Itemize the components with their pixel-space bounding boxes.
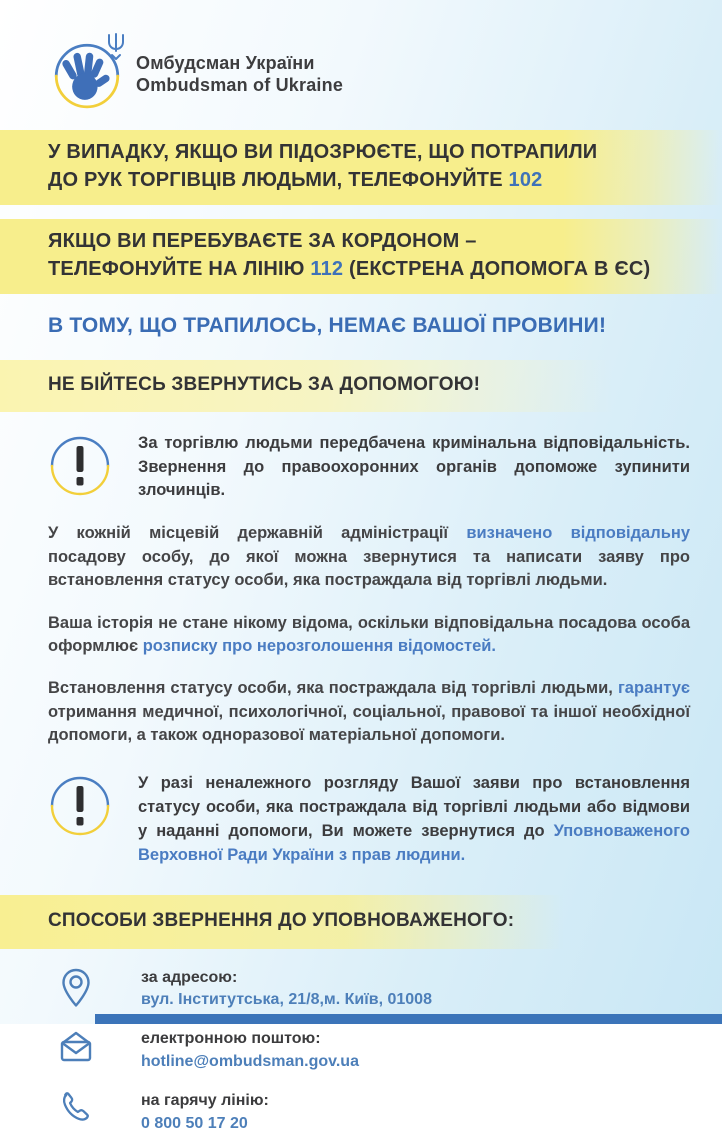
paragraph-status-guarantees (48, 677, 690, 747)
banner-suspect-line1: У ВИПАДКУ, ЯКЩО ВИ ПІДОЗРЮЄТЕ, ЩО ПОТРАПИЛИ (48, 141, 598, 163)
paragraph-highlight: розписку про нерозголошення відомостей. (142, 637, 496, 656)
banner-suspect-trafficking (0, 130, 722, 205)
footer-accent-bar (95, 1014, 722, 1024)
alert-criminal-text: За торгівлю людьми передбачена кримінальна відповідальність. Звернення до правоохоронних органів допоможе зупинити злочинців. (138, 433, 690, 500)
banner-ways-title (0, 895, 722, 948)
banner-dont-fear-text: НЕ БІЙТЕСЬ ЗВЕРНУТИСЬ ЗА ДОПОМОГОЮ! (48, 374, 481, 396)
brand-header (0, 0, 722, 110)
alert-criminal-liability (48, 432, 690, 504)
paragraph-confidentiality (48, 612, 690, 659)
phone-number-112: 112 (310, 257, 344, 280)
contact-address (55, 967, 722, 1012)
paragraph-text: отримання медичної, психологічної, соціальної, правової та іншої необхідної допомоги, а також одноразової матеріальної допомоги. (48, 702, 690, 745)
headline-no-fault: В ТОМУ, ЩО ТРАПИЛОСЬ, НЕМАЄ ВАШОЇ ПРОВИНИ! (48, 314, 607, 338)
phone-number-102: 102 (508, 168, 543, 191)
brand-name-en: Ombudsman of Ukraine (136, 75, 344, 95)
contact-hotline-value: 0 800 50 17 20 (141, 1114, 248, 1132)
ombudsman-logo (52, 40, 122, 110)
contacts-list (55, 967, 722, 1135)
banner-abroad (0, 219, 722, 294)
alert-appeal-ombudsman (48, 772, 690, 868)
banner-abroad-line2 (48, 256, 692, 284)
contact-hotline-label: на гарячу лінію: (141, 1092, 269, 1110)
paragraph-highlight: гарантує (617, 679, 690, 698)
contact-email-label: електронною поштою: (141, 1030, 321, 1048)
brand-name-uk: Омбудсман України (136, 53, 315, 74)
alert-appeal-text-dark: У разі неналежного розгляду Вашої заяви про встановлення статусу особи, яка постраждала від торгівлі людьми або відмови у наданні допомоги, Ви можете звернутися до (138, 773, 690, 840)
banner-abroad-line1: ЯКЩО ВИ ПЕРЕБУВАЄТЕ ЗА КОРДОНОМ – (48, 230, 477, 253)
contact-email (55, 1028, 722, 1073)
contact-email-texts (141, 1028, 359, 1073)
banner-dont-fear (0, 360, 722, 411)
paragraph-text: Встановлення статусу особи, яка постраждала від торгівлі людьми, (48, 679, 618, 698)
envelope-icon (55, 1028, 97, 1066)
banner-abroad-line2-text: ТЕЛЕФОНУЙТЕ НА ЛІНІЮ (48, 257, 311, 280)
contact-email-value: hotline@ombudsman.gov.ua (141, 1052, 359, 1070)
contact-hotline-texts (141, 1090, 269, 1135)
exclamation-icon (48, 774, 112, 838)
contact-address-texts (141, 967, 432, 1012)
brand-names (136, 53, 343, 97)
phone-icon (55, 1090, 97, 1130)
banner-suspect-line2 (48, 167, 692, 195)
alert-appeal-text (138, 772, 690, 868)
banner-abroad-line2-suffix: (ЕКСТРЕНА ДОПОМОГА В ЄС) (343, 257, 651, 280)
contact-address-value: вул. Інститутська, 21/8,м. Київ, 01008 (141, 991, 432, 1009)
paragraph-text: посадову особу, до якої можна звернутися та написати заяву про встановлення статусу особи, яка постраждала від торгівлі людьми. (48, 547, 690, 590)
alert-appeal-text-highlight: Уповноваженого Верховної Ради України з прав людини. (138, 821, 690, 864)
contact-address-label: за адресою: (141, 968, 238, 986)
banner-suspect-line2-text: ДО РУК ТОРГІВЦІВ ЛЮДЬМИ, ТЕЛЕФОНУЙТЕ (48, 168, 509, 191)
trident-icon (104, 32, 128, 60)
paragraph-responsible-official (48, 522, 690, 592)
exclamation-icon (48, 434, 112, 498)
paragraph-highlight: визначено відповідальну (466, 524, 691, 543)
paragraph-text: Ваша історія не стане нікому відома, оскільки відповідальна посадова особа оформлює (48, 613, 690, 656)
contact-hotline (55, 1090, 722, 1135)
ways-title-text: СПОСОБИ ЗВЕРНЕННЯ ДО УПОВНОВАЖЕНОГО: (48, 910, 515, 932)
paragraph-text: У кожній місцевій державній адміністрації (48, 524, 467, 543)
location-pin-icon (55, 967, 97, 1011)
